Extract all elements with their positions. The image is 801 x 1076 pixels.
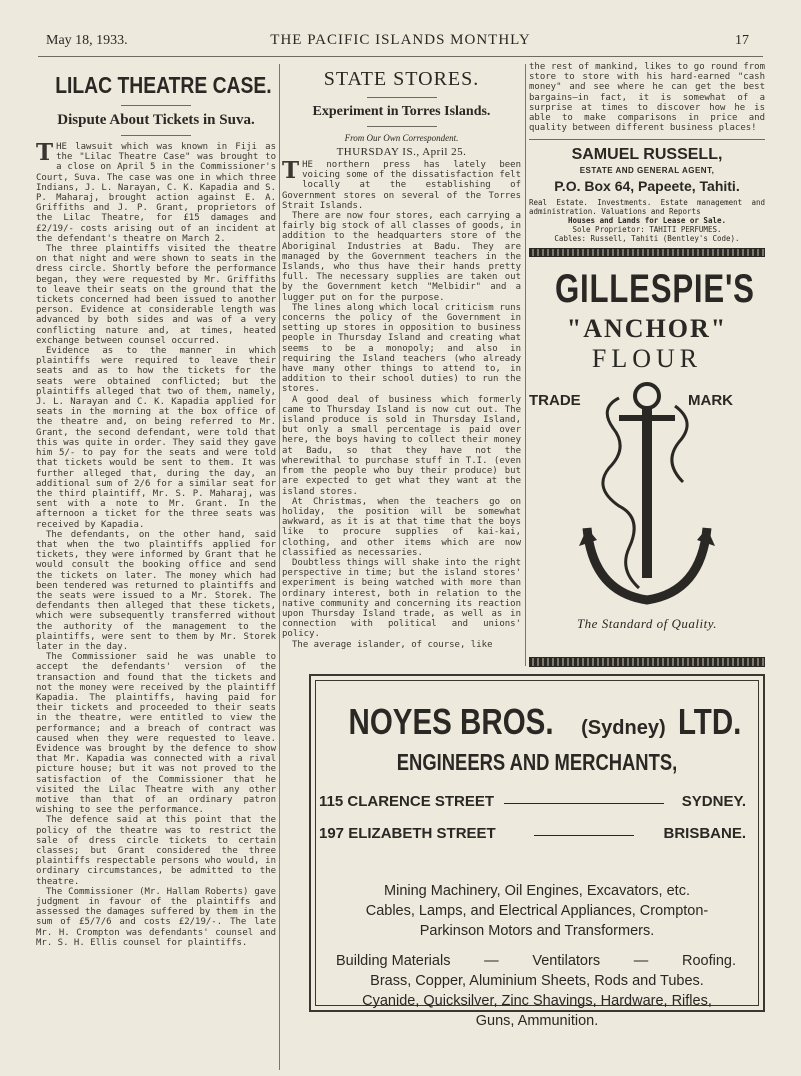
stores-subtitle: Experiment in Torres Islands. [312, 104, 491, 119]
title-rule [367, 97, 437, 98]
products-line: Cyanide, Quicksilver, Zinc Shavings, Hardware, Rifles, [362, 993, 712, 1009]
stores-continuation: the rest of mankind, likes to go round from store to store with his hard-earned "cash money" and see where he can get the best bargains—in fact, it is somewhat of a surprise at times to discover how he is able to make comparisons in price and quality between different business places! [529, 62, 765, 134]
lilac-title: LILAC THEATRE CASE. [55, 72, 272, 98]
address-brisbane [316, 825, 758, 847]
noyes-business: ENGINEERS AND MERCHANTS, [396, 749, 678, 775]
noyes-name: NOYES BROS. [348, 701, 554, 742]
lilac-paragraph: Evidence as to the manner in which plaintiffs were required to leave their seats and as to how the tickets for the seats were obtained conflicted; but the plaintiffs alleged that two of them, namely, J. L. Narayan and C. K. Kapadia applied for seats in the morning at the box office of the theatre and, on being referred to Mr. Grant, the second defendant, were told that this was quite in order. They said they gave him 5/- to pay for the seats and were told that tickets would be sent to them. It was further alleged that, during the day, an additional sum of 2/6 for a similar seat for the third plaintiff, Mr. S. P. Maharaj, was sent with a note to Mr. Grant. In the afternoon a ticket for the three seats was received by Kapadia. [36, 346, 276, 530]
lilac-paragraph: The Commissioner said he was unable to accept the defendants' version of the transaction and found that the tickets and not the money were received by the plaintiff Kapadia. The plaintiffs, having paid for their tickets and proceeded to their seats in the theatre, were entitled to view the performance; and a breach of contract was caused when they were requested to leave. Evidence was brought by the defence to show that Mr. Kapadia was connected with a rival picture house; but it was not proved to the satisfaction of the Commissioner that he visited the Lilac Theatre with any other motive than that of an ordinary patron wishing to see the performance. [36, 652, 276, 816]
decorative-border [529, 248, 765, 257]
building-materials: Building Materials [336, 953, 451, 969]
russell-houses: Houses and Lands for Lease or Sale. [567, 216, 727, 226]
correspondent-line: From Our Own Correspondent. [344, 133, 459, 143]
street: 197 ELIZABETH STREET [319, 825, 496, 842]
russell-services: Real Estate. Investments. Estate management and administration. Valuations and Reports [529, 198, 765, 217]
dash-line [504, 803, 664, 804]
russell-role: ESTATE AND GENERAL AGENT, [579, 166, 715, 176]
russell-address: P.O. Box 64, Papeete, Tahiti. [554, 178, 740, 195]
lilac-paragraph: The defence said at this point that the policy of the theatre was to restrict the sale of dress circle tickets to certain classes; but Grant considered the three plaintiffs respectable persons who would, in ordinary circumstances, be admitted to the theatre. [36, 815, 276, 887]
state-stores-article [282, 62, 521, 672]
noyes-advert [309, 674, 765, 1029]
dash: — [484, 953, 499, 969]
page-header [0, 0, 801, 60]
lilac-paragraph: The three plaintiffs visited the theatre on that night and were shown to seats in the dress circle. Shortly before the performance began, they were requested by Mr. Griffiths to leave their seats on the ground that the tickets concerned had been issued to another person. Evidence at considerable length was advanced by both sides and was of a very conflicting nature and, at times, heated exchange between counsel occurred. [36, 244, 276, 346]
header-rule [38, 56, 763, 57]
lilac-paragraph: The Commissioner (Mr. Hallam Roberts) gave judgment in favour of the plaintiffs and assessed the damages suffered by them in the sum of £5/7/6 and costs £2/19/-. The late Mr. H. Crompton was defendants' counsel and Mr. S. H. Ellis counsel for plaintiffs. [36, 886, 276, 948]
products-line: Cables, Lamps, and Electrical Appliances, Crompton- [365, 903, 709, 919]
column-divider [525, 64, 526, 666]
gillespie-advert [529, 267, 765, 632]
city: BRISBANE. [663, 825, 746, 842]
subtitle-rule [367, 126, 437, 127]
page-number: 17 [735, 33, 749, 48]
dash-line [534, 835, 634, 836]
address-sydney [316, 793, 758, 815]
lilac-paragraph: THE lawsuit which was known in Fiji as the "Lilac Theatre Case" was brought to a close on April 5 in the Commissioner's Court, Suva. The case was one in which three Indians, J. L. Narayan, C. K. Kapadia and S. P. Maharaj, brought action against E. A. Griffiths and J. P. Grant, proprietors of the Lilac Theatre, for £15 damages and £2/19/- costs arising out of an incident at the defendant's theatre on March 2. [36, 139, 276, 244]
noyes-city: (Sydney) [581, 717, 666, 739]
gillespie-name: GILLESPIE'S [554, 267, 755, 312]
publication-title: THE PACIFIC ISLANDS MONTHLY [270, 32, 531, 48]
russell-advert [529, 139, 765, 257]
russell-cables: Cables: Russell, Tahiti (Bentley's Code). [554, 234, 740, 244]
roofing: Roofing. [681, 953, 736, 969]
right-column [529, 62, 765, 672]
trade-mark-row [529, 378, 765, 618]
subtitle-rule [121, 135, 191, 136]
title-rule [121, 105, 191, 106]
noyes-ltd: LTD. [677, 701, 742, 742]
decorative-border [529, 657, 765, 667]
products-line: Mining Machinery, Oil Engines, Excavators, etc. [384, 883, 690, 899]
gillespie-flour: FLOUR [591, 344, 703, 374]
stores-paragraph: A good deal of business which formerly came to Thursday Island is now cut out. The island produce is sold in Thursday Island, but only a small percentage is paid over here, the boys having to collect their money at Badu, so that they have not the wherewithal to purchase stuff in T.I. (even from the people who buy their produce) but are expected to get what they want at the island stores. [282, 394, 521, 497]
advert-inner-frame [315, 680, 759, 1029]
building-row [316, 951, 758, 971]
dash: — [633, 953, 649, 969]
gillespie-product: "ANCHOR" [566, 314, 728, 344]
column-divider [279, 64, 280, 1070]
city: SYDNEY. [681, 793, 746, 810]
lilac-theatre-article [36, 62, 276, 1072]
lilac-subtitle: Dispute About Tickets in Suva. [57, 112, 255, 128]
stores-paragraph: There are now four stores, each carrying a fairly big stock of all classes of goods, in addition to the headquarters store of the Aboriginal Industries at Badu. They are managed by the Government teachers in the Islands, who thus have their hands pretty full. The necessary supplies are taken out by the Government ketch "Melbidir" and a lugger put on for the purpose. [282, 211, 521, 303]
stores-title: STATE STORES. [323, 68, 480, 90]
stores-paragraph: The average islander, of course, like [292, 639, 493, 650]
issue-date: May 18, 1933. [46, 33, 128, 48]
products-line: Parkinson Motors and Transformers. [419, 923, 655, 939]
street: 115 CLARENCE STREET [319, 793, 495, 810]
stores-paragraph: At Christmas, when the teachers go on holiday, the position will be somewhat awkward, as it is at that time that the boys like to procure supplies of kai-kai, clothing, and other items which are now classified as necessaries. [282, 496, 521, 558]
trade-label: TRADE [529, 392, 581, 410]
lilac-paragraph: The defendants, on the other hand, said that when the two plaintiffs applied for tickets, they were informed by Grant that he would consult the booking office and send the tickets on later. The money which had been tendered was returned to plaintiffs and the seats were issued to a Mr. Storek. The defendants then alleged that these tickets, which were subsequently transferred without the authority of the management to the plaintiffs, were sent to them by Mr. Storek later in the day. [36, 529, 276, 652]
gillespie-tagline: The Standard of Quality. [576, 616, 718, 632]
ventilators: Ventilators [532, 953, 601, 969]
stores-paragraph: THE northern press has lately been voicing some of the dissatisfaction felt locally at the establishing of Government stores on several of the Torres Strait Islands. [282, 157, 521, 211]
russell-name: SAMUEL RUSSELL, [571, 146, 723, 164]
stores-paragraph: Doubtless things will shake into the right perspective in time; but the island stores' experiment is being watched with more than ordinary interest, both in relation to the native community and concerning its reaction upon Thursday Island trade, as well as in connection with political and unions' policy. [282, 557, 521, 640]
stores-paragraph: The lines along which local criticism runs concerns the policy of the Government in setting up stores in opposition to business people in Thursday Island and creating what seems to be a monopoly; and also in requiring the Island teachers (who already have many other things to attend to, in addition to their school duties) to run the stores. [282, 302, 521, 395]
products-list [316, 951, 758, 1031]
products-line: Guns, Ammunition. [475, 1013, 599, 1029]
products-line: Brass, Copper, Aluminium Sheets, Rods and Tubes. [370, 973, 704, 989]
anchor-icon [579, 378, 715, 614]
dateline: THURSDAY IS., April 25. [336, 146, 467, 158]
products-list [316, 881, 758, 941]
russell-proprietor: Sole Proprietor: TAHITI PERFUMES. [572, 225, 722, 235]
mark-label: MARK [688, 392, 733, 410]
noyes-title [316, 701, 758, 743]
